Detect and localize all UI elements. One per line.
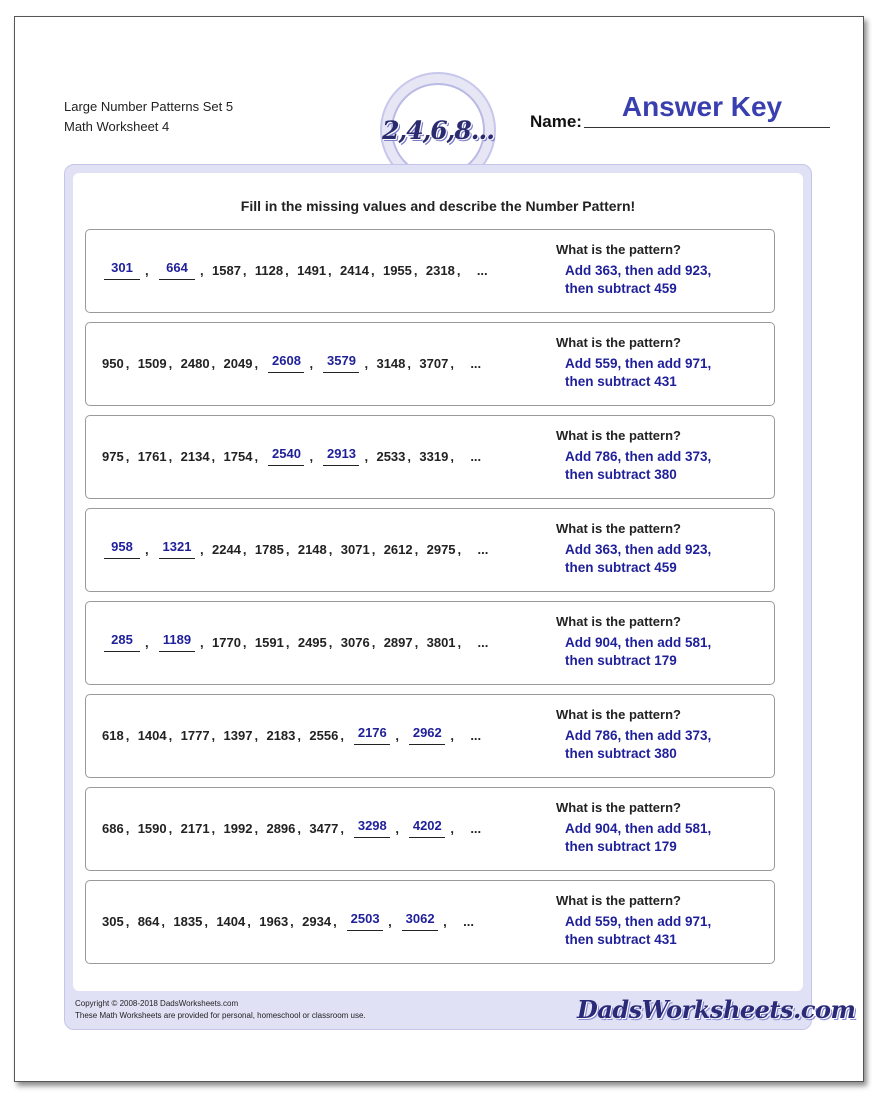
sequence-term: 3801 xyxy=(426,635,456,650)
comma-separator: , xyxy=(242,542,247,557)
comma-separator: , xyxy=(254,821,259,836)
sequence-term: 1397 xyxy=(223,728,253,743)
sequence-term: 975 xyxy=(102,449,124,464)
sequence-term: 2897 xyxy=(383,635,413,650)
comma-separator: , xyxy=(297,728,302,743)
comma-separator: , xyxy=(407,356,412,371)
comma-separator: , xyxy=(145,263,149,278)
comma-separator: , xyxy=(242,635,247,650)
pattern-answer-line-2: then subtract 179 xyxy=(565,653,677,668)
comma-separator: , xyxy=(450,821,454,836)
sequence-term: 686 xyxy=(102,821,124,836)
comma-separator: , xyxy=(328,635,333,650)
answer-blank[interactable]: 1321 xyxy=(159,538,195,559)
pattern-answer xyxy=(565,913,765,949)
comma-separator: , xyxy=(125,728,130,743)
sequence-term: 2318 xyxy=(425,263,455,278)
comma-separator: , xyxy=(371,635,376,650)
pattern-question: What is the pattern? xyxy=(556,335,681,350)
pattern-answer-line-2: then subtract 431 xyxy=(565,374,677,389)
instructions: Fill in the missing values and describe the Number Pattern! xyxy=(240,198,636,214)
sequence-term: 1590 xyxy=(137,821,167,836)
pattern-question: What is the pattern? xyxy=(556,428,681,443)
comma-separator: , xyxy=(125,449,130,464)
number-sequence xyxy=(102,351,481,373)
pattern-question: What is the pattern? xyxy=(556,614,681,629)
comma-separator: , xyxy=(200,635,204,650)
sequence-term: 1509 xyxy=(137,356,167,371)
answer-blank[interactable]: 2176 xyxy=(354,724,390,745)
footer xyxy=(65,991,856,1029)
copyright-line-1: Copyright © 2008-2018 DadsWorksheets.com xyxy=(75,999,239,1008)
comma-separator: , xyxy=(161,914,166,929)
comma-separator: , xyxy=(297,821,302,836)
pattern-answer-line-1: Add 559, then add 971, xyxy=(565,356,712,371)
sequence-term: 1835 xyxy=(173,914,203,929)
comma-separator: , xyxy=(285,635,290,650)
sequence-term: 1777 xyxy=(180,728,210,743)
pattern-question: What is the pattern? xyxy=(556,893,681,908)
pattern-answer-line-1: Add 559, then add 971, xyxy=(565,914,712,929)
sequence-term: 2495 xyxy=(297,635,327,650)
problem-row xyxy=(85,229,775,313)
number-sequence xyxy=(102,537,488,559)
sequence-term: 1754 xyxy=(223,449,253,464)
answer-blank[interactable]: 2962 xyxy=(409,724,445,745)
answer-blank[interactable]: 1189 xyxy=(159,631,195,652)
pattern-answer xyxy=(565,820,765,856)
comma-separator: , xyxy=(395,728,399,743)
sequence-term: 864 xyxy=(137,914,160,929)
comma-separator: , xyxy=(254,728,259,743)
answer-blank[interactable]: 3062 xyxy=(402,910,438,931)
sequence-term: 2134 xyxy=(180,449,210,464)
pattern-answer-line-1: Add 786, then add 373, xyxy=(565,728,712,743)
comma-separator: , xyxy=(168,821,173,836)
problem-row xyxy=(85,880,775,964)
name-label: Name: xyxy=(530,112,582,131)
comma-separator: , xyxy=(125,356,130,371)
pattern-answer-line-2: then subtract 431 xyxy=(565,932,677,947)
comma-separator: , xyxy=(125,821,130,836)
sequence-term: 1587 xyxy=(212,263,241,278)
comma-separator: , xyxy=(211,821,216,836)
answer-blank[interactable]: 4202 xyxy=(409,817,445,838)
comma-separator: , xyxy=(340,821,344,836)
pattern-question: What is the pattern? xyxy=(556,800,681,815)
sequence-term: 2533 xyxy=(376,449,406,464)
pattern-answer xyxy=(565,262,765,298)
comma-separator: , xyxy=(328,542,333,557)
logo-text: 2,4,6,8... xyxy=(382,115,494,145)
comma-separator: , xyxy=(443,914,447,929)
sequence-term: 1992 xyxy=(223,821,253,836)
problem-row xyxy=(85,787,775,871)
pattern-answer xyxy=(565,727,765,763)
answer-key-heading: Answer Key xyxy=(621,91,783,122)
comma-separator: , xyxy=(125,914,130,929)
comma-separator: , xyxy=(388,914,392,929)
comma-separator: , xyxy=(370,263,375,278)
comma-separator: , xyxy=(333,914,337,929)
sequence-term: 2049 xyxy=(223,356,253,371)
sequence-ellipsis: ... xyxy=(470,821,482,836)
logo-badge-inner xyxy=(382,83,494,177)
pattern-answer-line-1: Add 786, then add 373, xyxy=(565,449,712,464)
sequence-term: 1761 xyxy=(137,449,167,464)
comma-separator: , xyxy=(168,356,173,371)
sequence-term: 1963 xyxy=(259,914,289,929)
comma-separator: , xyxy=(285,542,290,557)
sequence-ellipsis: ... xyxy=(477,542,489,557)
pattern-answer xyxy=(565,541,765,577)
sequence-term: 1128 xyxy=(254,263,284,278)
comma-separator: , xyxy=(457,542,462,557)
comma-separator: , xyxy=(211,728,216,743)
number-sequence xyxy=(102,816,481,838)
number-sequence xyxy=(102,630,488,652)
sequence-term: 950 xyxy=(102,356,124,371)
comma-separator: , xyxy=(309,449,314,464)
pattern-answer-line-1: Add 363, then add 923, xyxy=(565,263,712,278)
sequence-term: 2414 xyxy=(340,263,369,278)
sequence-term: 1404 xyxy=(137,728,167,743)
comma-separator: , xyxy=(457,635,462,650)
comma-separator: , xyxy=(309,356,314,371)
answer-blank[interactable]: 285 xyxy=(104,631,140,652)
answer-blank[interactable]: 664 xyxy=(159,259,195,280)
number-sequence xyxy=(102,258,488,280)
comma-separator: , xyxy=(242,263,247,278)
comma-separator: , xyxy=(247,914,251,929)
sequence-term: 2556 xyxy=(309,728,339,743)
comma-separator: , xyxy=(364,356,369,371)
answer-blank[interactable]: 2913 xyxy=(323,445,359,466)
title-line-2: Math Worksheet 4 xyxy=(64,119,170,134)
sequence-term: 305 xyxy=(102,914,124,929)
pattern-question: What is the pattern? xyxy=(556,521,681,536)
comma-separator: , xyxy=(211,356,216,371)
sequence-ellipsis: ... xyxy=(470,728,482,743)
brand-logo: DadsWorksheets.com xyxy=(577,995,856,1024)
comma-separator: , xyxy=(145,635,149,650)
name-line xyxy=(584,127,830,128)
sequence-term: 1770 xyxy=(212,635,241,650)
sequence-term: 3148 xyxy=(376,356,406,371)
comma-separator: , xyxy=(204,914,208,929)
comma-separator: , xyxy=(290,914,294,929)
sequence-term: 2975 xyxy=(426,542,456,557)
pattern-answer xyxy=(565,355,765,391)
comma-separator: , xyxy=(200,263,204,278)
answer-blank[interactable]: 3579 xyxy=(323,352,359,373)
sequence-term: 618 xyxy=(102,728,124,743)
comma-separator: , xyxy=(254,356,259,371)
comma-separator: , xyxy=(407,449,412,464)
sequence-term: 2612 xyxy=(383,542,413,557)
answer-blank[interactable]: 2503 xyxy=(347,910,383,931)
worksheet-title xyxy=(64,97,233,137)
pattern-answer xyxy=(565,634,765,670)
comma-separator: , xyxy=(371,542,376,557)
number-sequence xyxy=(102,723,481,745)
problem-row xyxy=(85,508,775,592)
comma-separator: , xyxy=(200,542,204,557)
comma-separator: , xyxy=(168,449,173,464)
comma-separator: , xyxy=(364,449,369,464)
comma-separator: , xyxy=(450,449,454,464)
sequence-term: 1404 xyxy=(216,914,246,929)
comma-separator: , xyxy=(328,263,332,278)
number-sequence xyxy=(102,909,474,931)
comma-separator: , xyxy=(414,635,419,650)
copyright-line-2: These Math Worksheets are provided for personal, homeschool or classroom use. xyxy=(75,1011,366,1020)
answer-blank[interactable]: 2540 xyxy=(268,445,304,466)
sequence-term: 1591 xyxy=(254,635,284,650)
title-line-1: Large Number Patterns Set 5 xyxy=(64,99,234,114)
sequence-ellipsis: ... xyxy=(463,914,474,929)
copyright xyxy=(75,998,366,1022)
pattern-answer-line-1: Add 363, then add 923, xyxy=(565,542,712,557)
answer-blank[interactable]: 958 xyxy=(104,538,140,559)
problem-row xyxy=(85,601,775,685)
comma-separator: , xyxy=(211,449,216,464)
pattern-answer-line-2: then subtract 179 xyxy=(565,839,677,854)
pattern-answer-line-2: then subtract 380 xyxy=(565,467,677,482)
sequence-term: 3707 xyxy=(419,356,449,371)
sequence-term: 1785 xyxy=(254,542,284,557)
pattern-answer-line-2: then subtract 459 xyxy=(565,560,677,575)
comma-separator: , xyxy=(145,542,149,557)
sequence-term: 2896 xyxy=(266,821,296,836)
sequence-term: 2934 xyxy=(302,914,332,929)
sequence-term: 2171 xyxy=(180,821,210,836)
sequence-term: 2244 xyxy=(212,542,241,557)
answer-blank[interactable]: 2608 xyxy=(268,352,304,373)
comma-separator: , xyxy=(456,263,461,278)
sequence-term: 2183 xyxy=(266,728,296,743)
problem-row xyxy=(85,415,775,499)
pattern-question: What is the pattern? xyxy=(556,242,681,257)
pattern-answer xyxy=(565,448,765,484)
pattern-answer-line-2: then subtract 380 xyxy=(565,746,677,761)
comma-separator: , xyxy=(168,728,173,743)
sequence-term: 1491 xyxy=(297,263,327,278)
worksheet-frame xyxy=(64,164,856,1030)
pattern-answer-line-1: Add 904, then add 581, xyxy=(565,635,712,650)
pattern-question: What is the pattern? xyxy=(556,707,681,722)
sequence-ellipsis: ... xyxy=(470,449,482,464)
answer-blank[interactable]: 301 xyxy=(104,259,140,280)
comma-separator: , xyxy=(395,821,399,836)
comma-separator: , xyxy=(254,449,259,464)
sequence-term: 1955 xyxy=(382,263,412,278)
comma-separator: , xyxy=(450,728,454,743)
problem-row xyxy=(85,694,775,778)
sequence-ellipsis: ... xyxy=(470,356,482,371)
comma-separator: , xyxy=(414,542,419,557)
sequence-term: 2148 xyxy=(297,542,327,557)
sequence-term: 3076 xyxy=(340,635,370,650)
comma-separator: , xyxy=(340,728,344,743)
number-sequence xyxy=(102,444,481,466)
worksheet-content xyxy=(73,173,803,991)
comma-separator: , xyxy=(285,263,289,278)
answer-blank[interactable]: 3298 xyxy=(354,817,390,838)
comma-separator: , xyxy=(413,263,418,278)
comma-separator: , xyxy=(450,356,454,371)
problem-row xyxy=(85,322,775,406)
sequence-term: 3071 xyxy=(340,542,370,557)
sequence-term: 3319 xyxy=(419,449,449,464)
sequence-term: 2480 xyxy=(180,356,210,371)
sequence-term: 3477 xyxy=(309,821,339,836)
pattern-answer-line-1: Add 904, then add 581, xyxy=(565,821,712,836)
sequence-ellipsis: ... xyxy=(476,263,488,278)
sequence-ellipsis: ... xyxy=(477,635,489,650)
pattern-answer-line-2: then subtract 459 xyxy=(565,281,677,296)
